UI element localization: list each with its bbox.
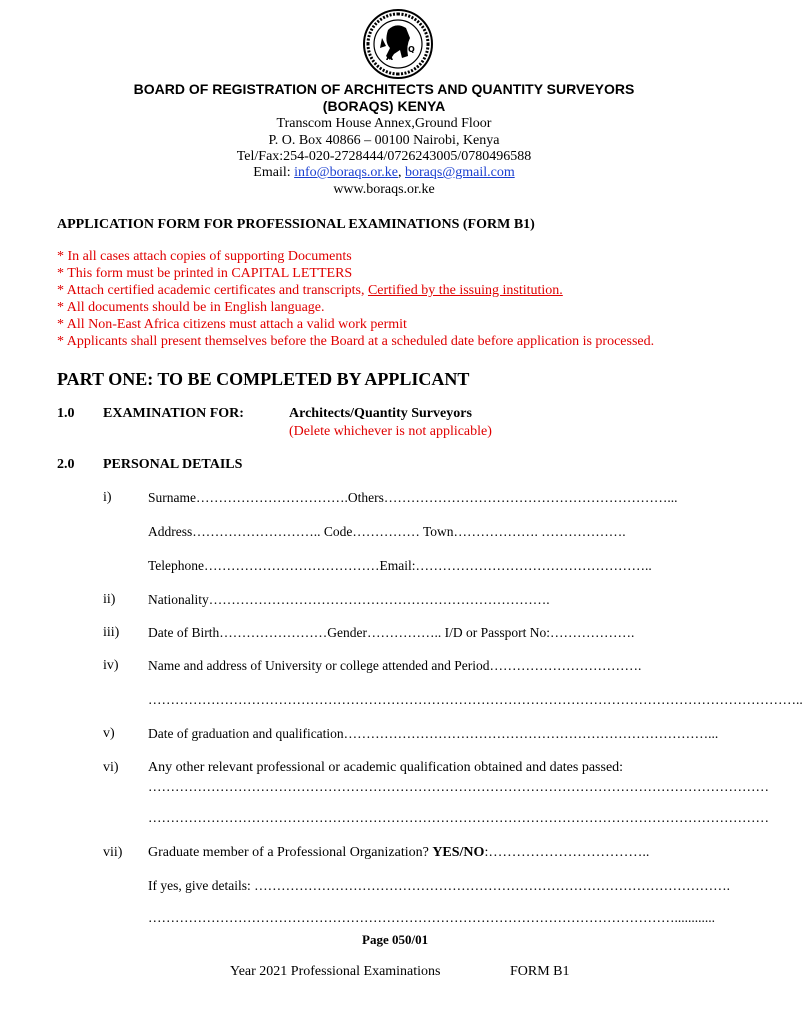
note-4: * All documents should be in English language. bbox=[57, 300, 325, 315]
tel-fax: Tel/Fax:254-020-2728444/0726243005/0780496588 bbox=[236, 149, 532, 164]
other-qualification-label: Any other relevant professional or academic qualification obtained and dates passed: bbox=[148, 760, 624, 775]
if-yes-details-field[interactable]: If yes, give details: ……………………………………………………………………………………………. bbox=[148, 878, 730, 893]
other-qualification-line-2[interactable]: ………………………………………………………………………………………………………………………… bbox=[148, 779, 769, 794]
email-line bbox=[0, 165, 768, 181]
telephone-field[interactable]: Telephone…………………………………Email:…………………………………………….. bbox=[148, 558, 652, 573]
address-field[interactable]: Address……………………….. Code…………… Town………………. ………………. bbox=[148, 524, 626, 539]
nationality-field[interactable]: Nationality…………………………………………………………………. bbox=[148, 592, 550, 607]
item-v-number: v) bbox=[103, 726, 115, 741]
section-2-number: 2.0 bbox=[57, 457, 75, 472]
note-6: * Applicants shall present themselves before the Board at a scheduled date before application is processed. bbox=[57, 334, 655, 349]
email-link-gmail[interactable]: boraqs@gmail.com bbox=[405, 165, 515, 180]
graduation-field[interactable]: Date of graduation and qualification………………………………………………………………………... bbox=[148, 726, 719, 741]
if-yes-details-line-2[interactable]: ………………………………………………………………………………………………………............ bbox=[148, 910, 715, 925]
section-1-note: (Delete whichever is not applicable) bbox=[289, 424, 492, 439]
email-label: Email: bbox=[253, 165, 295, 180]
note-3-text: * Attach certified academic certificates and transcripts, bbox=[57, 283, 368, 298]
surname-field[interactable]: Surname…………………………….Others………………………………………………………... bbox=[148, 490, 678, 505]
item-iii-number: iii) bbox=[103, 625, 120, 640]
yes-no-option: YES/NO bbox=[432, 845, 485, 860]
item-vi-number: vi) bbox=[103, 760, 119, 775]
note-5: * All Non-East Africa citizens must attach a valid work permit bbox=[57, 317, 407, 332]
address-line-2: P. O. Box 40866 – 00100 Nairobi, Kenya bbox=[268, 133, 500, 148]
item-iv-number: iv) bbox=[103, 658, 119, 673]
footer-year: Year 2021 Professional Examinations bbox=[230, 964, 441, 979]
note-3 bbox=[57, 283, 563, 299]
email-link-info[interactable]: info@boraqs.or.ke bbox=[294, 165, 398, 180]
section-2-label: PERSONAL DETAILS bbox=[103, 457, 243, 472]
page-number: Page 050/01 bbox=[362, 932, 429, 947]
boraqs-seal-icon bbox=[362, 8, 434, 80]
org-name: BOARD OF REGISTRATION OF ARCHITECTS AND QUANTITY SURVEYORS bbox=[133, 81, 635, 97]
part-one-heading: PART ONE: TO BE COMPLETED BY APPLICANT bbox=[57, 369, 470, 389]
item-ii-number: ii) bbox=[103, 592, 116, 607]
website: www.boraqs.or.ke bbox=[333, 182, 435, 197]
university-field-line-2[interactable]: ……………………………………………………………………………………………………………………………….. bbox=[148, 692, 803, 707]
org-abbr: (BORAQS) KENYA bbox=[322, 98, 446, 114]
svg-text:Q: Q bbox=[408, 45, 415, 54]
section-1-value: Architects/Quantity Surveyors bbox=[289, 406, 472, 421]
birth-gender-id-field[interactable]: Date of Birth……………………Gender…………….. I/D or Passport No:………………. bbox=[148, 625, 635, 640]
item-vii-number: vii) bbox=[103, 845, 123, 860]
email-separator: , bbox=[398, 165, 405, 180]
other-qualification-line-3[interactable]: ………………………………………………………………………………………………………………………… bbox=[148, 810, 769, 825]
graduate-member-label: Graduate member of a Professional Organization? bbox=[148, 845, 433, 860]
form-title: APPLICATION FORM FOR PROFESSIONAL EXAMINATIONS (FORM B1) bbox=[57, 217, 535, 232]
note-2: * This form must be printed in CAPITAL LETTERS bbox=[57, 266, 353, 281]
note-1: * In all cases attach copies of supporting Documents bbox=[57, 249, 352, 264]
university-field[interactable]: Name and address of University or college attended and Period……………………………. bbox=[148, 658, 642, 673]
section-1-number: 1.0 bbox=[57, 406, 75, 421]
section-1-label: EXAMINATION FOR: bbox=[103, 406, 244, 421]
graduate-member-dots: :…………………………….. bbox=[484, 845, 650, 860]
item-i-number: i) bbox=[103, 490, 112, 505]
footer-form: FORM B1 bbox=[510, 964, 570, 979]
note-3-underlined: Certified by the issuing institution. bbox=[367, 283, 563, 298]
svg-text:A: A bbox=[386, 53, 393, 63]
address-line-1: Transcom House Annex,Ground Floor bbox=[276, 116, 492, 131]
graduate-member-field[interactable] bbox=[148, 845, 649, 861]
